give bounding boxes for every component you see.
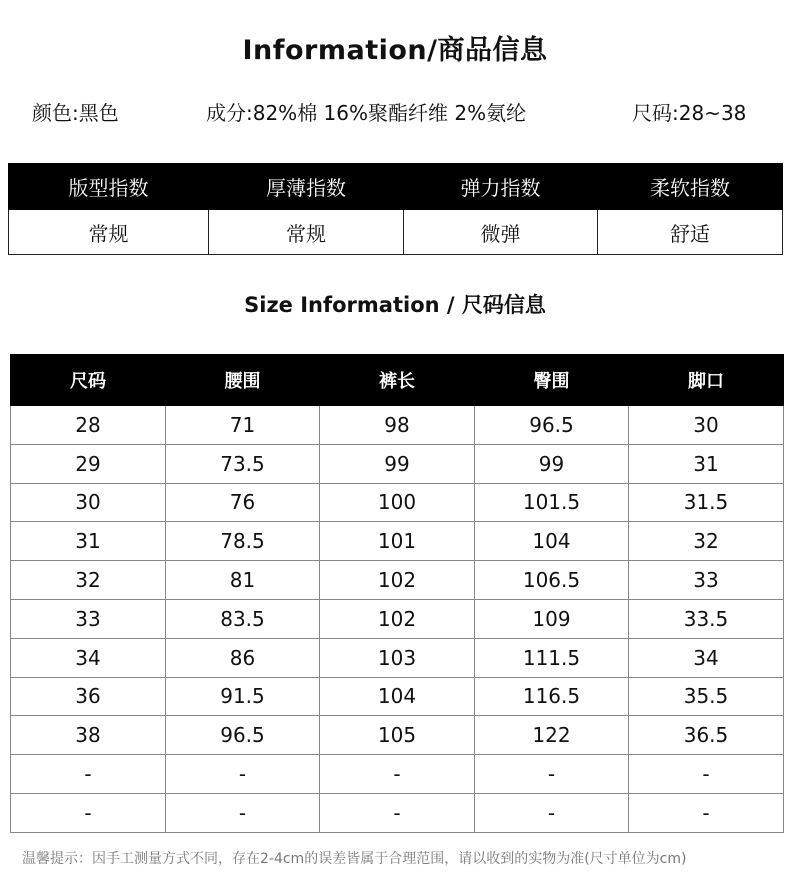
table-cell: 30: [629, 406, 784, 445]
size-header-row: [11, 355, 784, 406]
table-cell: 99: [475, 444, 629, 483]
attribute-header-thickness: 厚薄指数: [209, 164, 404, 210]
table-row: [11, 483, 784, 522]
table-cell: 32: [629, 522, 784, 561]
table-cell: 111.5: [475, 638, 629, 677]
table-cell: 99: [320, 444, 475, 483]
size-table: [10, 354, 784, 833]
attribute-value-fit: 常规: [9, 210, 209, 255]
attribute-header-row: [9, 164, 783, 210]
table-cell: 33: [629, 561, 784, 600]
size-header-size: 尺码: [11, 355, 166, 406]
attribute-table: [8, 163, 783, 255]
attribute-value-row: [9, 210, 783, 255]
table-cell: 86: [166, 638, 320, 677]
table-cell: 71: [166, 406, 320, 445]
size-range-info: 尺码:28~38: [632, 101, 747, 125]
table-cell: 98: [320, 406, 475, 445]
page-title: Information/商品信息: [242, 35, 548, 66]
table-cell: 102: [320, 561, 475, 600]
attribute-value-elasticity: 微弹: [404, 210, 598, 255]
table-row: [11, 444, 784, 483]
table-cell: -: [475, 755, 629, 794]
table-cell: 73.5: [166, 444, 320, 483]
table-cell: 76: [166, 483, 320, 522]
table-cell: 31: [11, 522, 166, 561]
size-header-hem: 脚口: [629, 355, 784, 406]
table-cell: -: [166, 755, 320, 794]
table-cell: 29: [11, 444, 166, 483]
table-cell: 32: [11, 561, 166, 600]
table-row: [11, 599, 784, 638]
table-cell: 104: [475, 522, 629, 561]
table-cell: -: [629, 755, 784, 794]
table-cell: 30: [11, 483, 166, 522]
table-cell: 103: [320, 638, 475, 677]
size-header-waist: 腰围: [166, 355, 320, 406]
table-cell: 38: [11, 716, 166, 755]
size-header-hip: 臀围: [475, 355, 629, 406]
table-cell: 33: [11, 599, 166, 638]
table-cell: 109: [475, 599, 629, 638]
table-cell: 91.5: [166, 677, 320, 716]
table-cell: 36: [11, 677, 166, 716]
table-row: [11, 677, 784, 716]
table-row: [11, 522, 784, 561]
table-cell: 102: [320, 599, 475, 638]
table-cell: -: [629, 793, 784, 832]
table-cell: 34: [11, 638, 166, 677]
table-cell: -: [166, 793, 320, 832]
color-info: 颜色:黑色: [32, 101, 119, 125]
composition-info: 成分:82%棉 16%聚酯纤维 2%氨纶: [206, 101, 527, 125]
table-cell: 34: [629, 638, 784, 677]
table-cell: 81: [166, 561, 320, 600]
size-header-length: 裤长: [320, 355, 475, 406]
table-cell: -: [320, 793, 475, 832]
attribute-header-softness: 柔软指数: [598, 164, 783, 210]
measurement-note: 温馨提示：因手工测量方式不同，存在2-4cm的误差皆属于合理范围，请以收到的实物为准(尺寸单位为cm): [22, 851, 687, 867]
table-cell: -: [475, 793, 629, 832]
table-cell: 105: [320, 716, 475, 755]
table-cell: -: [11, 793, 166, 832]
table-row: [11, 638, 784, 677]
attribute-value-softness: 舒适: [598, 210, 783, 255]
table-cell: 35.5: [629, 677, 784, 716]
table-row: [11, 755, 784, 794]
table-cell: -: [11, 755, 166, 794]
table-cell: 31: [629, 444, 784, 483]
attribute-header-fit: 版型指数: [9, 164, 209, 210]
table-cell: 83.5: [166, 599, 320, 638]
table-row: [11, 716, 784, 755]
table-cell: 106.5: [475, 561, 629, 600]
table-row: [11, 793, 784, 832]
table-cell: 101.5: [475, 483, 629, 522]
table-cell: 100: [320, 483, 475, 522]
table-cell: 96.5: [166, 716, 320, 755]
table-row: [11, 406, 784, 445]
table-cell: 33.5: [629, 599, 784, 638]
attribute-value-thickness: 常规: [209, 210, 404, 255]
table-cell: 28: [11, 406, 166, 445]
table-row: [11, 561, 784, 600]
table-cell: -: [320, 755, 475, 794]
table-cell: 104: [320, 677, 475, 716]
attribute-header-elasticity: 弹力指数: [404, 164, 598, 210]
table-cell: 116.5: [475, 677, 629, 716]
table-cell: 96.5: [475, 406, 629, 445]
table-cell: 122: [475, 716, 629, 755]
table-cell: 31.5: [629, 483, 784, 522]
table-cell: 101: [320, 522, 475, 561]
table-cell: 78.5: [166, 522, 320, 561]
table-cell: 36.5: [629, 716, 784, 755]
size-section-title: Size Information / 尺码信息: [244, 293, 546, 317]
